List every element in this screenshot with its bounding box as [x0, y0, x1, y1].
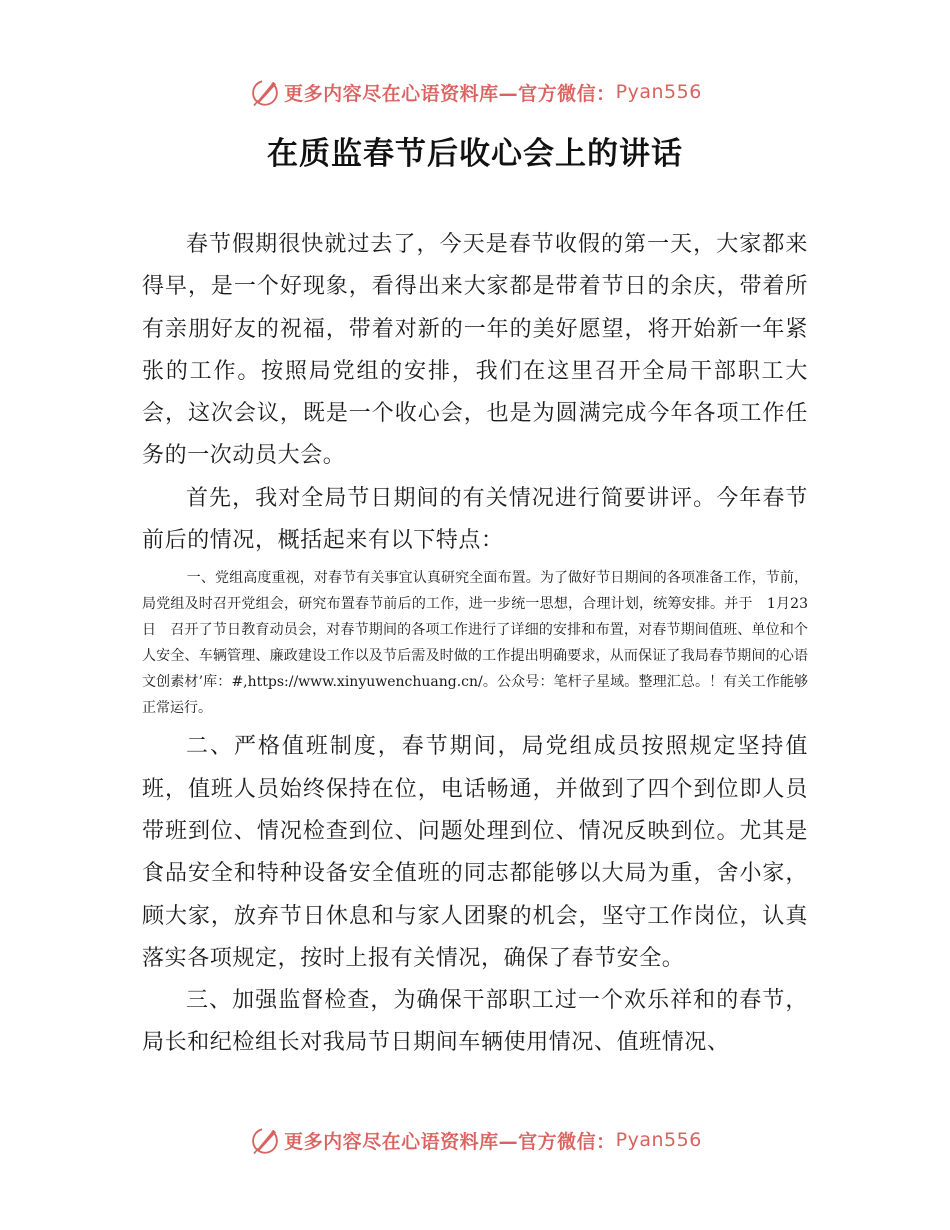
watermark-header	[0, 72, 950, 112]
watermark-wechat-id: Pyan556	[615, 1129, 702, 1151]
paragraph-intro: 春节假期很快就过去了，今天是春节收假的第一天，大家都来得早，是一个好现象，看得出来大家都是带着节日的余庆，带着所有亲朋好友的祝福，带着对新的一年的美好愿望，将开始新一年紧张的工作。按照局党组的安排，我们在这里召开全局干部职工大会，这次会议，既是一个收心会，也是为圆满完成今年各项工作任务的一次动员大会。	[142, 232, 808, 469]
document-title: 在质监春节后收心会上的讲话	[267, 136, 683, 172]
paragraph-point-3: 三、加强监督检查，为确保干部职工过一个欢乐祥和的春节，局长和纪检组长对我局节日期间车辆使用情况、值班情况、	[142, 988, 808, 1056]
paragraph-review: 首先，我对全局节日期间的有关情况进行简要讲评。今年春节前后的情况，概括起来有以下特点：	[142, 485, 808, 554]
quill-logo-icon	[248, 75, 282, 109]
watermark-text: 更多内容尽在心语资料库—官方微信：	[284, 82, 616, 105]
watermark-text: 更多内容尽在心语资料库—官方微信：	[284, 1130, 616, 1153]
watermark-wechat-id: Pyan556	[615, 81, 702, 103]
quill-logo-icon	[248, 1123, 282, 1157]
watermark-footer	[0, 1120, 950, 1160]
paragraph-point-2: 二、严格值班制度，春节期间，局党组成员按照规定坚持值班，值班人员始终保持在位，电话畅通，并做到了四个到位即人员带班到位、情况检查到位、问题处理到位、情况反映到位。尤其是食品安全和特种设备安全值班的同志都能够以大局为重，舍小家，顾大家，放弃节日休息和与家人团聚的机会，坚守工作岗位，认真落实各项规定，按时上报有关情况，确保了春节安全。	[142, 734, 808, 971]
paragraph-point-1: 一、党组高度重视，对春节有关事宜认真研究全面布置。为了做好节日期间的各项准备工作，节前，局党组及时召开党组会，研究布置春节前后的工作，进一步统一思想，合理计划，统筹安排。并于 1月23日 召开了节日教育动员会，对春节期间的各项工作进行了详细的安排和布置，对春节期间值班、单位和个人安全、车辆管理、廉政建设工作以及节后需及时做的工作提出明确要求，从而保证了我局春节期间的心语文创素材’库：#,https://www.xinyuwenchuang.cn/。公众号：笔杆子星域。整理汇总。！有关工作能够正常运行。	[142, 570, 808, 717]
document-body	[142, 224, 808, 1065]
